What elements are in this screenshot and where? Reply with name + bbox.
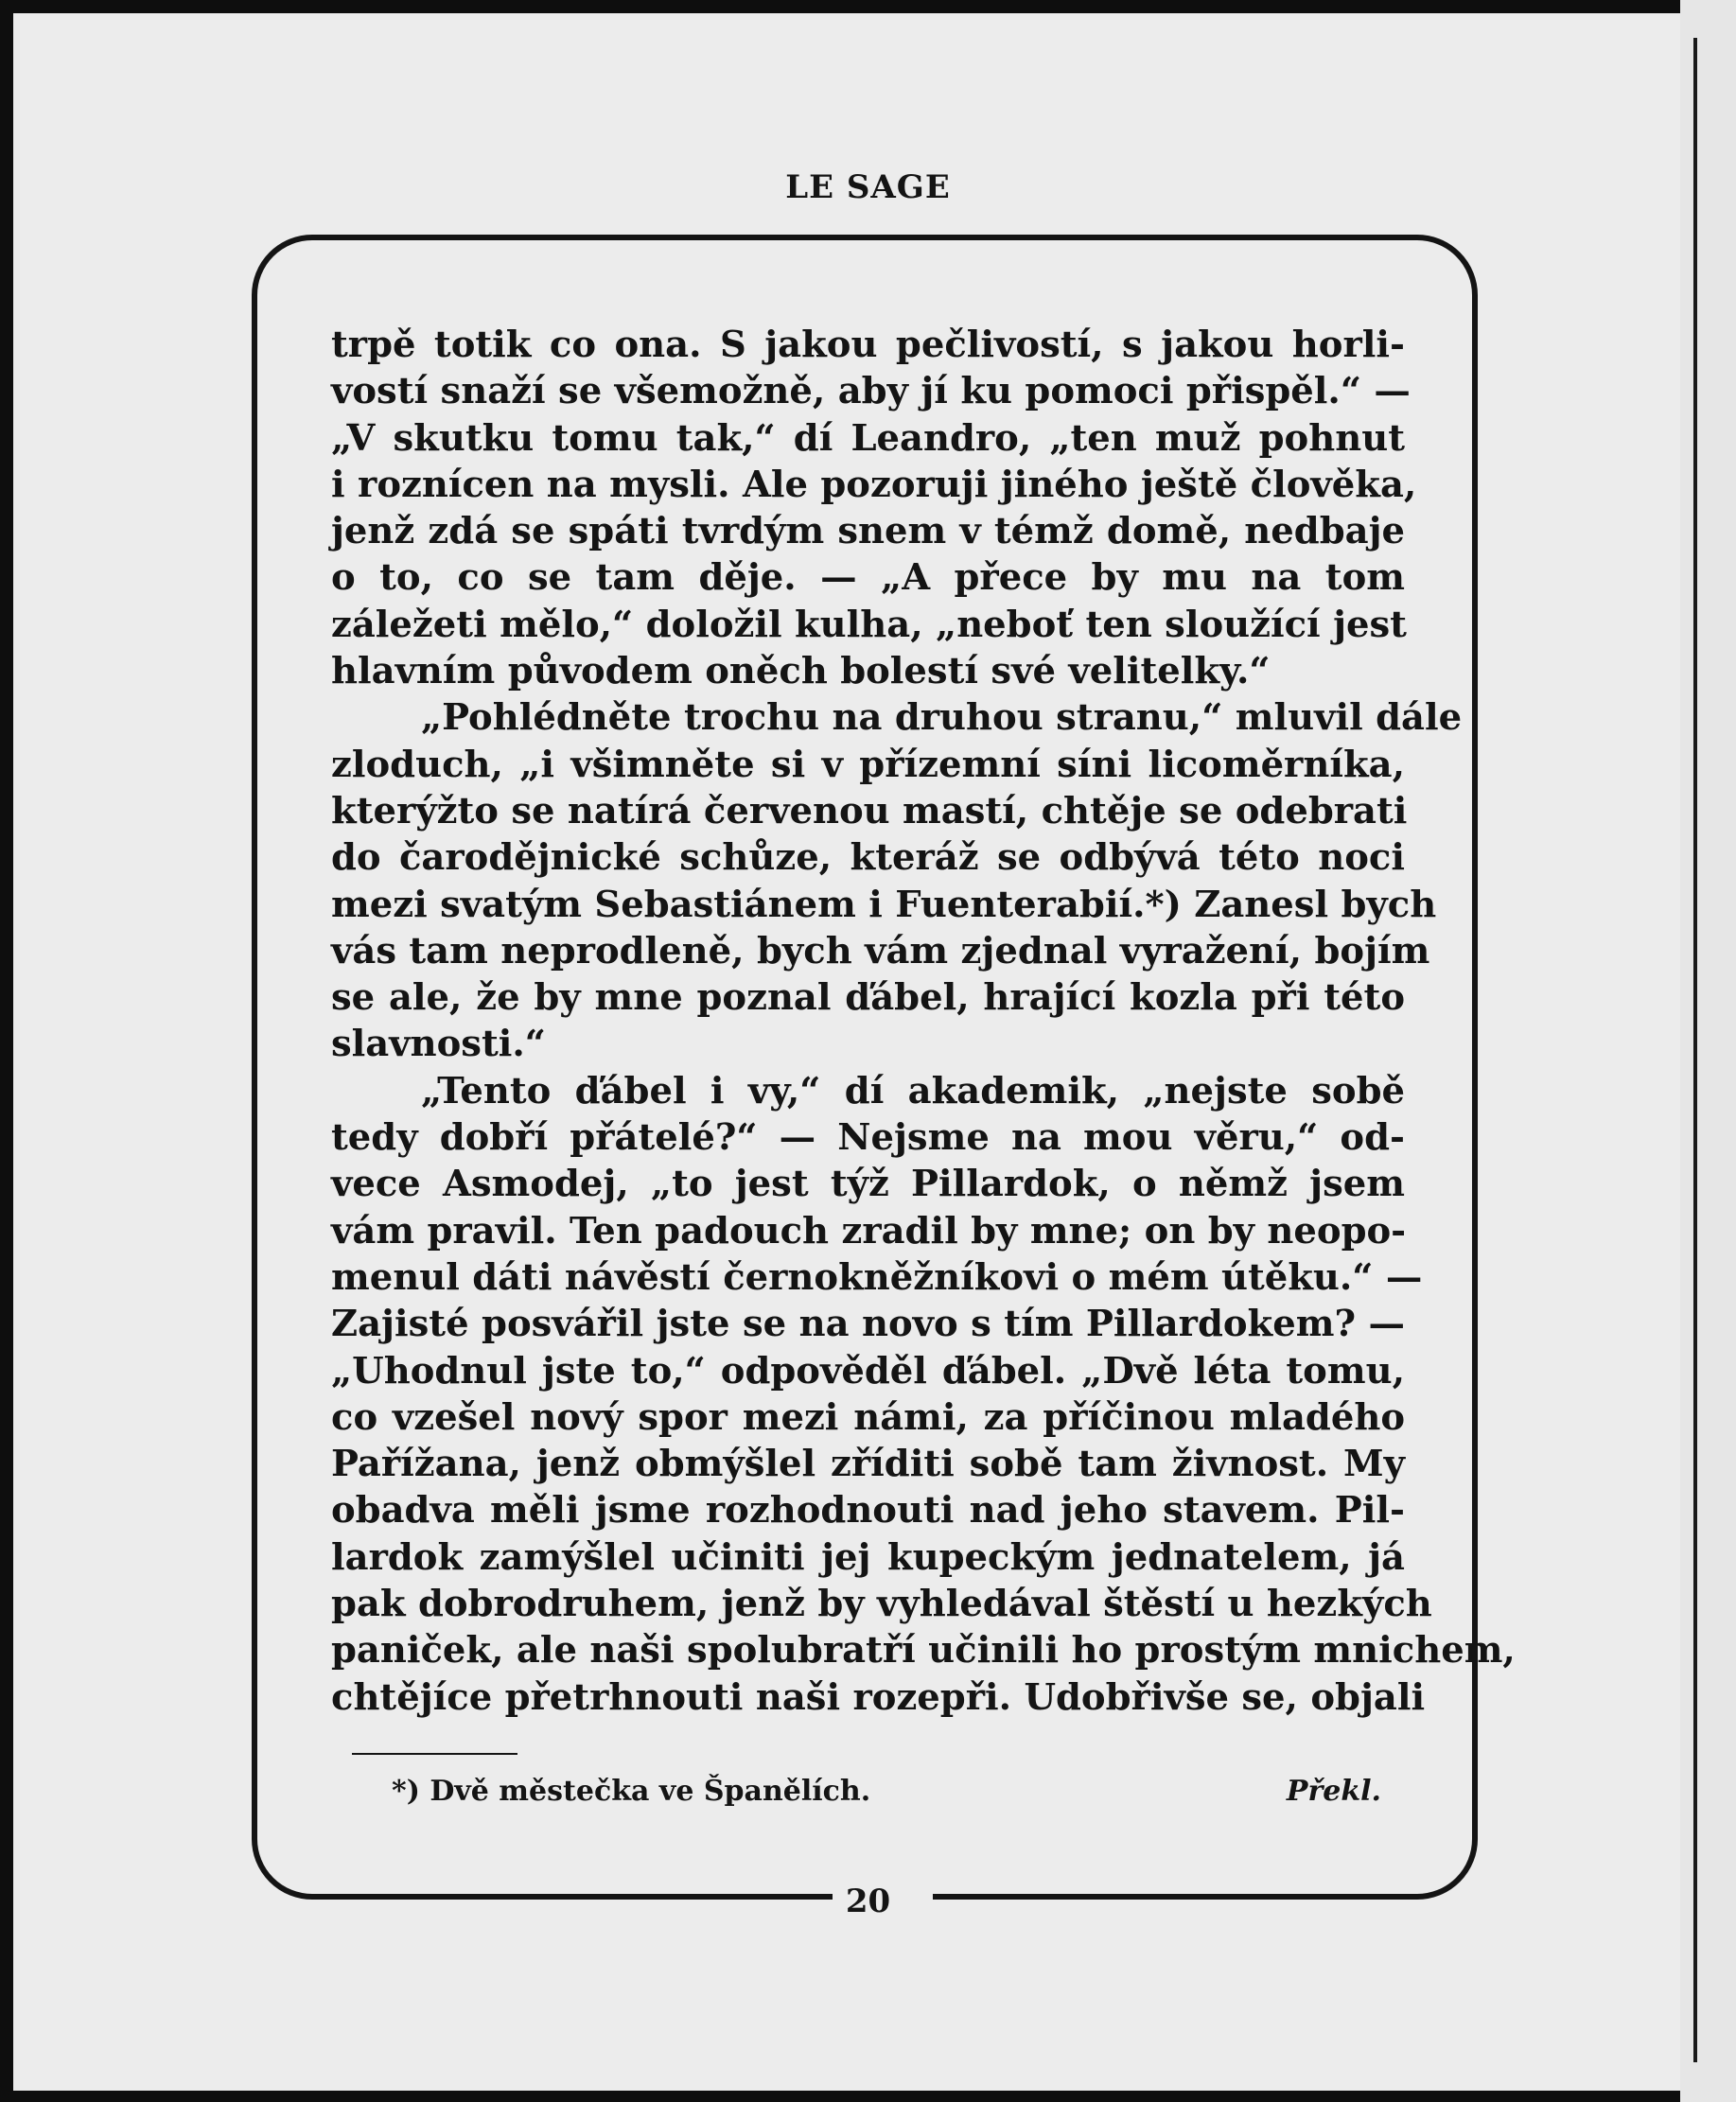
text-line: „Pohlédněte trochu na druhou stranu,“ mluvil dále: [421, 696, 1463, 740]
running-title: LE SAGE: [785, 168, 951, 206]
text-line: „V skutku tomu tak,“ dí Leandro, „ten muž pohnut: [331, 416, 1405, 460]
text-line: slavnosti.“: [331, 1023, 546, 1066]
text-line: „Tento ďábel i vy,“ dí akademik, „nejste sobě: [421, 1069, 1405, 1112]
text-line: trpě totik co ona. S jakou pečlivostí, s jakou horli-: [331, 324, 1405, 366]
page-number: 20: [845, 1883, 891, 1920]
text-line: obadva měli jsme rozhodnouti nad jeho stavem. Pil-: [331, 1489, 1405, 1533]
text-line: lardok zamýšlel učiniti jej kupeckým jednatelem, já: [331, 1535, 1405, 1579]
text-line: zloduch, „i všimněte si v přízemní síni licoměrníka,: [331, 743, 1405, 786]
text-line: záležeti mělo,“ doložil kulha, „neboť ten sloužící jest: [331, 603, 1407, 646]
text-line: vostí snaží se všemožně, aby jí ku pomoci přispěl.“ —: [331, 370, 1411, 413]
text-line: co vzešel nový spor mezi námi, za příčinou mladého: [331, 1395, 1405, 1439]
text-line: do čarodějnické schůze, kteráž se odbývá této noci: [331, 836, 1405, 880]
text-line: hlavním původem oněch bolestí své velitelky.“: [331, 650, 1271, 693]
facing-page-edge: [1680, 0, 1736, 2102]
text-line: kterýžto se natírá červenou mastí, chtěje se odebrati: [331, 789, 1408, 832]
text-line: „Uhodnul jste to,“ odpověděl ďábel. „Dvě léta tomu,: [331, 1349, 1405, 1393]
text-line: menul dáti návěstí černokněžníkovi o mém útěku.“ —: [331, 1255, 1423, 1299]
text-line: tedy dobří přátelé?“ — Nejsme na mou věru,“ od-: [331, 1116, 1405, 1160]
text-line: vám pravil. Ten padouch zradil by mne; on by neopo-: [331, 1209, 1407, 1252]
text-line: paniček, ale naši spolubratří učinili ho prostým mnichem,: [331, 1629, 1516, 1673]
text-line: pak dobrodruhem, jenž by vyhledával štěstí u hezkých: [331, 1583, 1432, 1626]
text-line: Pařížana, jenž obmýšlel zříditi sobě tam živnost. My: [331, 1443, 1405, 1486]
footnote: [392, 1775, 1381, 1808]
footnote-text: *) Dvě městečka ve Španělích.: [392, 1775, 871, 1808]
text-line: chtějíce přetrhnouti naši rozepři. Udobřivše se, objali: [331, 1675, 1426, 1719]
text-line: vás tam neprodleně, bych vám zjednal vyražení, bojím: [331, 929, 1430, 972]
text-line: se ale, že by mne poznal ďábel, hrající kozla při této: [331, 976, 1405, 1020]
footnote-translator-tag: Překl.: [1286, 1775, 1381, 1808]
text-line: Zajisté posvářil jste se na novo s tím Pillardokem? —: [331, 1303, 1405, 1346]
text-line: i roznícen na mysli. Ale pozoruji jiného ještě člověka,: [331, 463, 1417, 506]
text-line: mezi svatým Sebastiánem i Fuenterabií.*) Zanesl bych: [331, 883, 1437, 926]
text-line: vece Asmodej, „to jest týž Pillardok, o němž jsem: [331, 1163, 1405, 1206]
footnote-rule: [352, 1753, 517, 1755]
text-line: jenž zdá se spáti tvrdým snem v témž domě, nedbaje: [331, 510, 1405, 553]
binding-line: [1693, 38, 1697, 2062]
text-line: o to, co se tam děje. — „A přece by mu na tom: [331, 556, 1405, 600]
body-text: [331, 322, 1516, 1721]
